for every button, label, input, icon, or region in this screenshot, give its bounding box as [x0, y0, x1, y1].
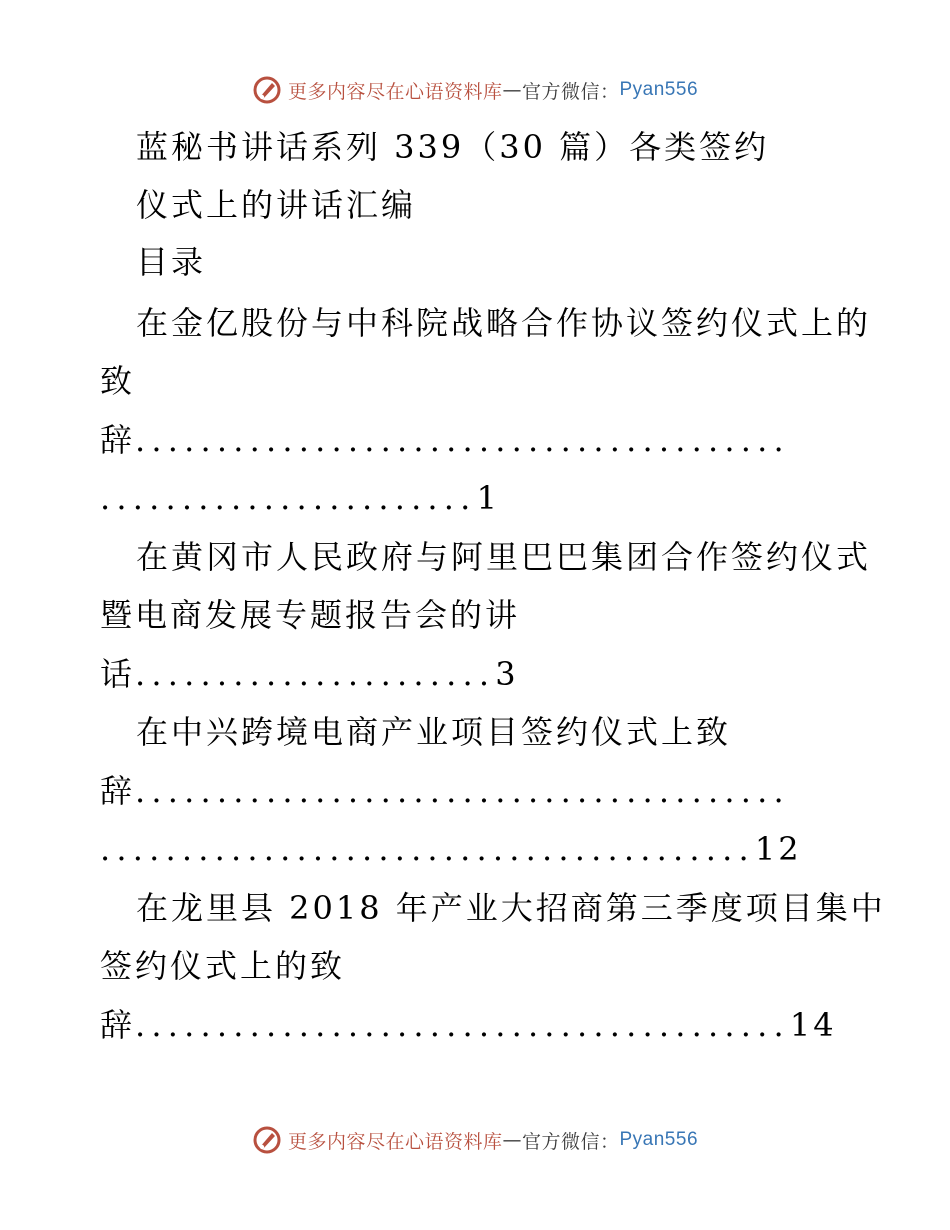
toc-entry-1-leader: [100, 420, 790, 460]
document-title-line-2: 仪式上的讲话汇编: [136, 186, 417, 224]
watermark-separator: —: [502, 1129, 522, 1151]
pen-seal-icon: [252, 1125, 282, 1155]
toc-entry-4-dots: ........................................: [135, 1006, 790, 1044]
toc-entry-2-title: 在黄冈市人民政府与阿里巴巴集团合作签约仪式: [136, 538, 872, 576]
toc-entry-1-lead: 辞: [100, 421, 136, 459]
toc-entry-2-leader: [100, 654, 519, 694]
toc-entry-4-page: 14: [789, 1006, 837, 1044]
toc-entry-1-dots: ........................................: [135, 421, 790, 459]
toc-entry-2-lead: 话: [100, 655, 136, 693]
document-title-line-1: 蓝秘书讲话系列 339（30 篇）各类签约: [136, 128, 770, 166]
toc-entry-3-dots-cont: ........................................: [100, 830, 755, 868]
watermark-main-text: 更多内容尽在心语资料库: [287, 1130, 503, 1153]
watermark-wechat-id: Pyan556: [619, 79, 699, 100]
toc-entry-3-lead: 辞: [100, 772, 136, 810]
pen-seal-icon: [252, 75, 282, 105]
toc-entry-2-title-cont: 暨电商发展专题报告会的讲: [100, 596, 521, 634]
toc-entry-3-page: 12: [754, 830, 802, 868]
toc-entry-1-dots-cont: .......................: [100, 479, 477, 517]
footer-watermark: [0, 1122, 950, 1158]
watermark-official-label: 官方微信：: [521, 80, 620, 103]
toc-heading: 目录: [136, 243, 207, 281]
toc-entry-2-page: 3: [495, 655, 519, 693]
toc-entry-4-lead: 辞: [100, 1006, 136, 1044]
toc-entry-3-leader: [100, 771, 790, 811]
toc-entry-3-dots: ........................................: [135, 772, 790, 810]
toc-entry-1-title: 在金亿股份与中科院战略合作协议签约仪式上的: [136, 304, 872, 342]
toc-entry-3-leader-cont: [100, 829, 802, 869]
toc-entry-3-title: 在中兴跨境电商产业项目签约仪式上致: [136, 713, 732, 751]
watermark-official-label: 官方微信：: [521, 1130, 620, 1153]
toc-entry-4-leader: [100, 1005, 837, 1045]
watermark-separator: —: [502, 79, 522, 101]
toc-entry-2-dots: ......................: [135, 655, 496, 693]
toc-entry-1-title-cont: 致: [100, 362, 136, 400]
watermark-wechat-id: Pyan556: [619, 1129, 699, 1150]
toc-entry-4-title: 在龙里县 2018 年产业大招商第三季度项目集中: [136, 889, 886, 927]
watermark-main-text: 更多内容尽在心语资料库: [287, 80, 503, 103]
toc-entry-1-page: 1: [476, 479, 500, 517]
toc-entry-4-title-cont: 签约仪式上的致: [100, 947, 346, 985]
header-watermark: [0, 72, 950, 108]
toc-entry-1-leader-cont: [100, 478, 500, 518]
